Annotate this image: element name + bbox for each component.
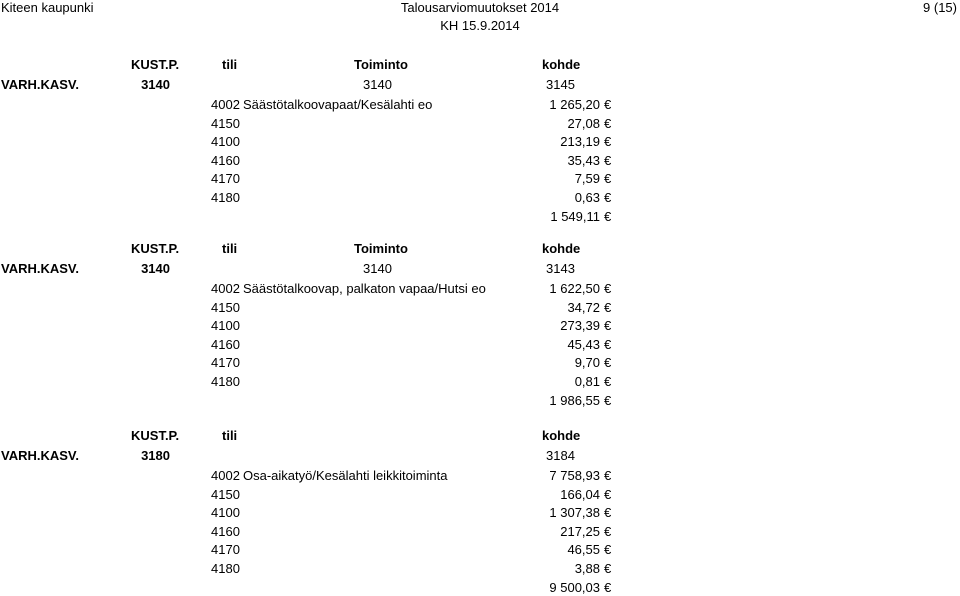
euro-sign: € <box>604 171 612 186</box>
account-code: 4150 <box>211 300 240 315</box>
account-code: 4180 <box>211 561 240 576</box>
function-code: 3140 <box>363 77 392 92</box>
euro-sign: € <box>604 505 612 520</box>
euro-sign: € <box>604 116 612 131</box>
account-code: 4002 <box>211 281 240 296</box>
account-code: 4002 <box>211 468 240 483</box>
total-amount: 9 500,03 <box>549 580 600 595</box>
amount-value: 9,70 <box>574 355 600 370</box>
total-amount: 1 986,55 <box>549 393 600 408</box>
amount-value: 46,55 <box>567 542 600 557</box>
euro-sign: € <box>604 580 612 595</box>
header-kohde: kohde <box>542 241 581 256</box>
account-code: 4100 <box>211 318 240 333</box>
cost-center: 3140 <box>141 77 170 92</box>
function-code: 3140 <box>363 261 392 276</box>
euro-sign: € <box>604 355 612 370</box>
euro-sign: € <box>604 393 612 408</box>
amount-value: 3,88 <box>574 561 600 576</box>
account-code: 4180 <box>211 190 240 205</box>
amount-value: 35,43 <box>567 153 600 168</box>
euro-sign: € <box>604 542 612 557</box>
cost-center: 3180 <box>141 448 170 463</box>
euro-sign: € <box>604 134 612 149</box>
amount-value: 1 307,38 <box>549 505 600 520</box>
euro-sign: € <box>604 561 612 576</box>
amount-value: 7,59 <box>574 171 600 186</box>
header-kohde: kohde <box>542 428 581 443</box>
amount-value: 166,04 <box>560 487 600 502</box>
account-code: 4160 <box>211 524 240 539</box>
euro-sign: € <box>604 318 612 333</box>
euro-sign: € <box>604 153 612 168</box>
euro-sign: € <box>604 487 612 502</box>
amount-value: 213,19 <box>560 134 600 149</box>
header-kustp: KUST.P. <box>131 241 180 256</box>
account-description: Säästötalkoovapaat/Kesälahti eo <box>243 97 433 112</box>
account-code: 4160 <box>211 337 240 352</box>
amount-value: 27,08 <box>567 116 600 131</box>
account-code: 4100 <box>211 505 240 520</box>
euro-sign: € <box>604 209 612 224</box>
account-code: 4100 <box>211 134 240 149</box>
document-subtitle: KH 15.9.2014 <box>440 18 520 33</box>
amount-value: 0,81 <box>574 374 600 389</box>
amount-value: 45,43 <box>567 337 600 352</box>
euro-sign: € <box>604 281 612 296</box>
euro-sign: € <box>604 337 612 352</box>
account-description: Osa-aikatyö/Kesälahti leikkitoiminta <box>243 468 448 483</box>
amount-value: 1 265,20 <box>549 97 600 112</box>
account-code: 4150 <box>211 116 240 131</box>
euro-sign: € <box>604 97 612 112</box>
document-title: Talousarviomuutokset 2014 <box>400 0 560 15</box>
unit-label: VARH.KASV. <box>1 448 80 463</box>
header-toiminto: Toiminto <box>354 241 408 256</box>
amount-value: 217,25 <box>560 524 600 539</box>
euro-sign: € <box>604 300 612 315</box>
header-kohde: kohde <box>542 57 581 72</box>
target-code: 3184 <box>546 448 575 463</box>
account-code: 4170 <box>211 355 240 370</box>
header-tili: tili <box>222 428 238 443</box>
unit-label: VARH.KASV. <box>1 261 80 276</box>
header-kustp: KUST.P. <box>131 57 180 72</box>
amount-value: 0,63 <box>574 190 600 205</box>
target-code: 3143 <box>546 261 575 276</box>
euro-sign: € <box>604 524 612 539</box>
account-description: Säästötalkoovap, palkaton vapaa/Hutsi eo <box>243 281 486 296</box>
target-code: 3145 <box>546 77 575 92</box>
account-code: 4170 <box>211 171 240 186</box>
header-kustp: KUST.P. <box>131 428 180 443</box>
cost-center: 3140 <box>141 261 170 276</box>
total-amount: 1 549,11 <box>550 209 600 224</box>
account-code: 4170 <box>211 542 240 557</box>
account-code: 4150 <box>211 487 240 502</box>
euro-sign: € <box>604 468 612 483</box>
euro-sign: € <box>604 374 612 389</box>
header-toiminto: Toiminto <box>354 57 408 72</box>
unit-label: VARH.KASV. <box>1 77 80 92</box>
header-tili: tili <box>222 57 238 72</box>
amount-value: 34,72 <box>567 300 600 315</box>
account-code: 4002 <box>211 97 240 112</box>
header-tili: tili <box>222 241 238 256</box>
amount-value: 7 758,93 <box>549 468 600 483</box>
account-code: 4180 <box>211 374 240 389</box>
municipality-name: Kiteen kaupunki <box>1 0 94 15</box>
page-number: 9 (15) <box>923 0 957 15</box>
euro-sign: € <box>604 190 612 205</box>
amount-value: 1 622,50 <box>549 281 600 296</box>
account-code: 4160 <box>211 153 240 168</box>
amount-value: 273,39 <box>560 318 600 333</box>
